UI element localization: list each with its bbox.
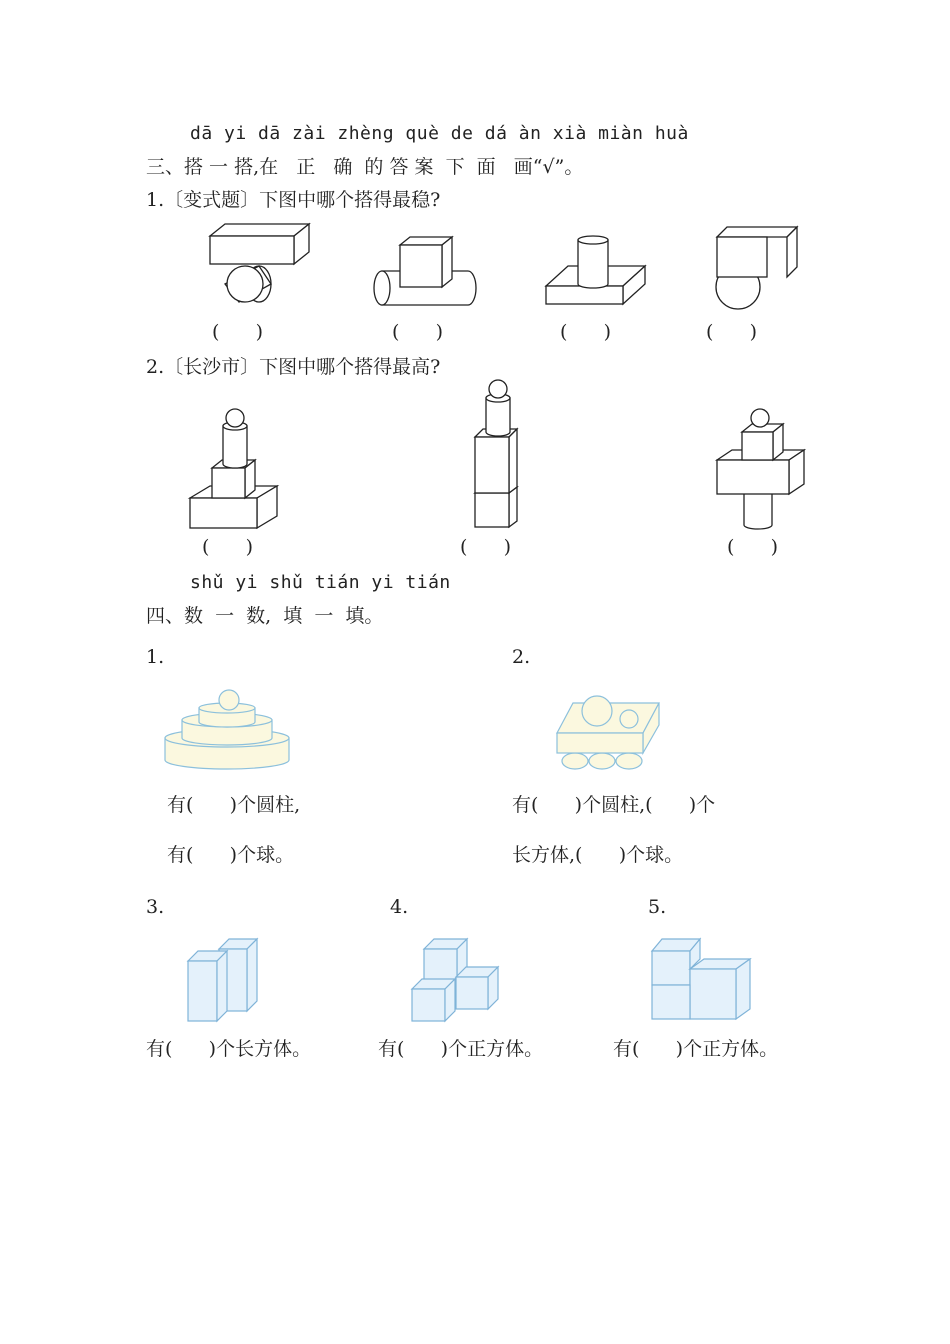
q1-answer-c[interactable]: ( ) bbox=[560, 321, 612, 343]
p1-line1: 有( )个圆柱, bbox=[167, 794, 301, 816]
sec3-pinyin: dā yi dā zài zhèng què de dá àn xià miàn huà bbox=[190, 123, 689, 144]
p1-number: 1. bbox=[146, 646, 165, 668]
p4-figure-cubes bbox=[410, 935, 505, 1025]
sec4-heading: 四、数 一 数, 填 一 填。 bbox=[146, 605, 384, 627]
q1-answer-a[interactable]: ( ) bbox=[212, 321, 264, 343]
p2-line1: 有( )个圆柱,( )个 bbox=[512, 794, 716, 816]
p2-line2: 长方体,( )个球。 bbox=[512, 844, 684, 866]
p4-text: 有( )个正方体。 bbox=[378, 1038, 544, 1060]
q2-figure-b-tall-stack bbox=[470, 378, 530, 533]
q1-figure-b-cube-on-cylinder bbox=[372, 235, 482, 310]
q2-answer-b[interactable]: ( ) bbox=[460, 536, 512, 558]
p1-figure-cylinders-ball bbox=[162, 688, 292, 773]
sec4-pinyin: shǔ yi shǔ tián yi tián bbox=[190, 572, 451, 593]
q1-figure-a-box-on-cylinder bbox=[205, 222, 315, 307]
q2-answer-c[interactable]: ( ) bbox=[727, 536, 779, 558]
q2-figure-c-box-on-cylinder-stack bbox=[712, 408, 812, 533]
p2-figure-box-cylinders-balls bbox=[555, 695, 665, 775]
q1-figure-d-cube-on-ball bbox=[715, 225, 805, 315]
q1-answer-d[interactable]: ( ) bbox=[706, 321, 758, 343]
q1-answer-b[interactable]: ( ) bbox=[392, 321, 444, 343]
p4-number: 4. bbox=[390, 896, 409, 918]
p3-text: 有( )个长方体。 bbox=[146, 1038, 312, 1060]
p3-figure-cuboids bbox=[185, 935, 260, 1025]
q1-figure-c-cylinder-on-box bbox=[543, 232, 653, 307]
p3-number: 3. bbox=[146, 896, 165, 918]
sec3-heading: 三、搭 一 搭,在 正 确 的 答 案 下 面 画“√”。 bbox=[146, 156, 584, 178]
p5-figure-cubes bbox=[650, 935, 755, 1025]
p5-number: 5. bbox=[648, 896, 667, 918]
p5-text: 有( )个正方体。 bbox=[613, 1038, 779, 1060]
p2-number: 2. bbox=[512, 646, 531, 668]
q2-label: 2.〔长沙市〕下图中哪个搭得最高? bbox=[146, 356, 441, 378]
q2-figure-a-pyramid-stack bbox=[185, 408, 285, 533]
q1-label: 1.〔变式题〕下图中哪个搭得最稳? bbox=[146, 189, 441, 211]
q2-answer-a[interactable]: ( ) bbox=[202, 536, 254, 558]
p1-line2: 有( )个球。 bbox=[167, 844, 295, 866]
